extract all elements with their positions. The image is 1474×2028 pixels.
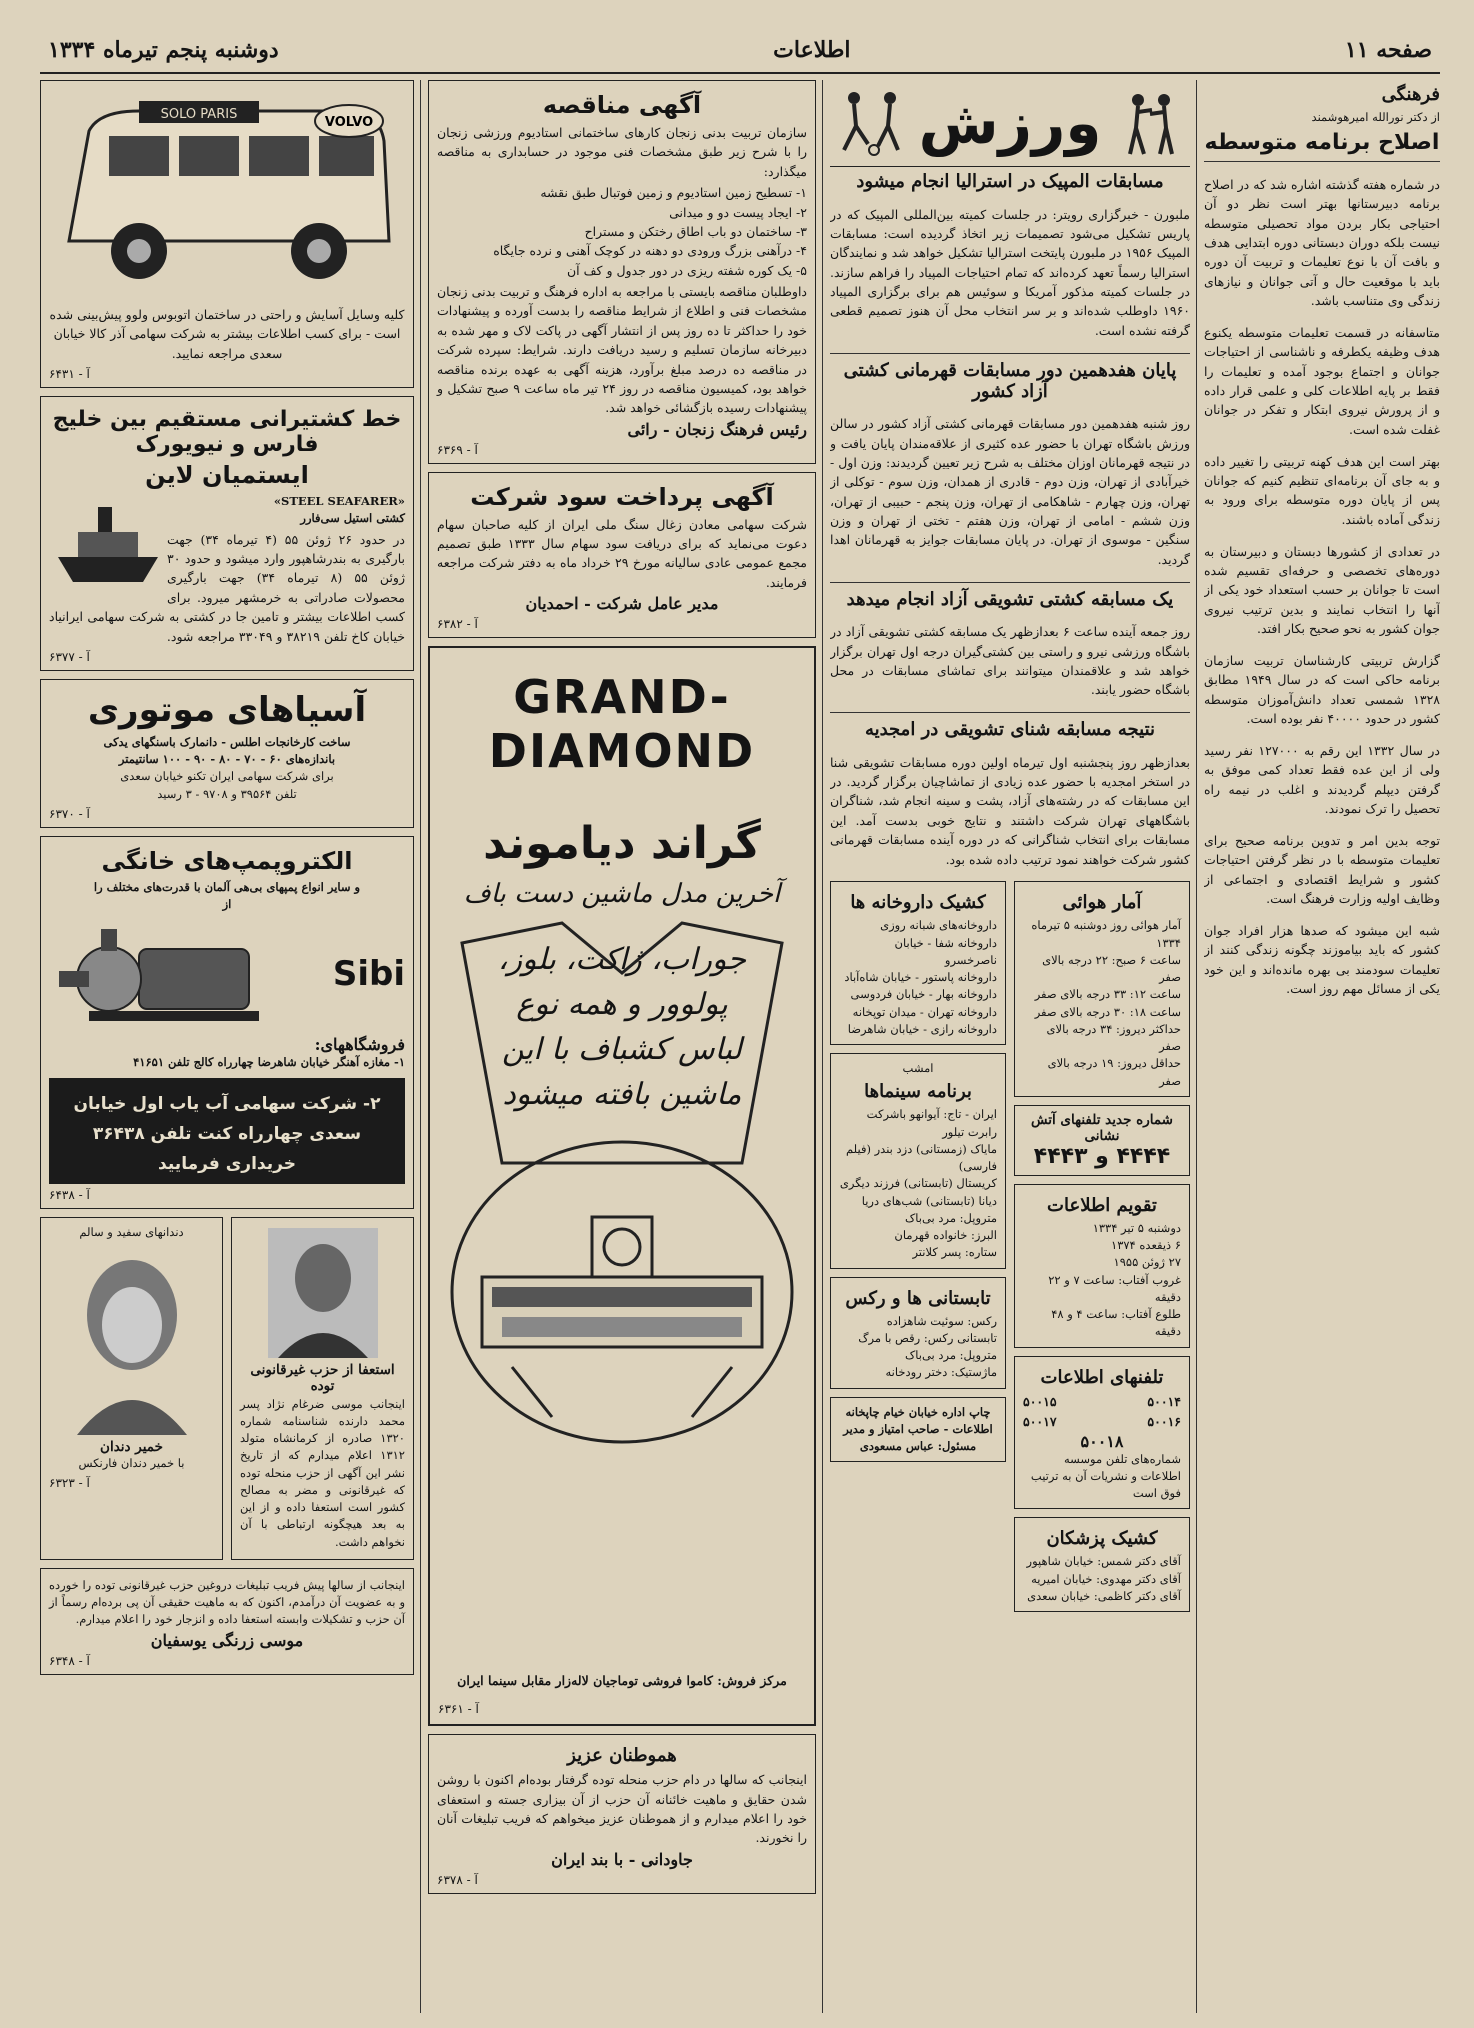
col4-bottom-body: اینجانب از سالها پیش فریب تبلیغات دروغین حزب غیرقانونی توده را خورده و به عضویت آن درآمدم، اکنون که به ماهیت حقیقی آن پی برده‌ام رسماً از آن حزب و تشکیلات وابسته استعفا داده و انزجار خود را اعلام میدارم. xyxy=(49,1577,405,1627)
theater-line: رکس: سوئیت شاهزاده xyxy=(886,1313,997,1328)
ship-icon xyxy=(53,497,163,587)
phones-box xyxy=(1014,1356,1190,1510)
listings-row xyxy=(830,881,1190,1620)
phone-number: ۵۰۰۱۷ xyxy=(1023,1413,1057,1429)
cinemas-box xyxy=(830,1053,1006,1269)
exhibition-body: روز جمعه آینده ساعت ۶ بعدازظهر یک مسابقه کشتی تشویقی آزاد در باشگاه ورزشی نیرو و راستی بین کشتی‌گیران درجه اول تهران برگزار خواهد شد و علاقمندان میتوانند برای تماشای مسابقات در محل باشگاه حضور یابند. xyxy=(830,624,1190,698)
cinema-line: متروپل: مرد بی‌باک xyxy=(904,1210,997,1225)
wrestling-body: روز شنبه هفدهمین دور مسابقات قهرمانی کشتی آزاد کشور در سالن ورزش باشگاه تهران با حضور عده کثیری از علاقه‌مندان پایان یافت و در نتیجه قهرمانان اوزان مختلف به شرح زیر تعیین گردیدند: وزن اول - خیرآبادی از تهران، وزن دوم - قادری از همدان، وزن سوم - توکلی از تهران، وزن چهارم - شاهکامی از تهران، وزن پنجم - حبیبی از تهران، وزن ششم - امامی از تهران، وزن هفتم - تختی از تهران و وزن سنگین - موسوی از تهران. در پایان مسابقات جوایز به قهرمانان اهدا گردید. xyxy=(830,416,1190,567)
resignation-body: اینجانب موسی ضرغام نژاد پسر محمد دارنده شناسنامه شماره ۱۳۲۰ صادره از کرمانشاه متولد ۱۳۱۲ اعلام میدارم که از تاریخ نشر این آگهی از حزب منحله توده که غیرقانونی و مضر به مصالح کشور است استعفا داده و از این به بعد هیچگونه ارتباطی با آن نخواهم داشت. xyxy=(240,1396,405,1549)
culture-paragraph: بهتر است این هدف کهنه تربیتی را تغییر داده و به جای آن برنامه‌ای تنظیم کنیم که جوانان پس از پایان دوره متوسطه برای ورود به زندگی آماده باشند. xyxy=(1204,453,1440,527)
pharmacy-line: داروخانه بهار - خیابان فردوسی xyxy=(850,987,997,1002)
bottom-notice-title: هموطنان عزیز xyxy=(567,1745,677,1767)
tender-item: ۱- تسطیح زمین استادیوم و زمین فوتبال طبق نقشه xyxy=(540,185,807,201)
cinemas-title: برنامه سینماها xyxy=(864,1081,972,1103)
mills-line: ساخت کارخانجات اطلس - دانمارک باسنگهای یدکی xyxy=(103,734,351,749)
doctors-title: کشیک پزشکان xyxy=(1046,1528,1158,1550)
calendar-title: تقویم اطلاعات xyxy=(1047,1194,1157,1216)
theater-box xyxy=(830,1277,1006,1389)
cinema-line: ستاره: پسر کلانتر xyxy=(912,1245,997,1260)
grand-diamond-code: آ - ۶۳۶۱ xyxy=(438,1702,479,1717)
pumps-shop: ۱- مغازه آهنگر خیابان شاهرضا چهارراه کالج تلفن ۴۱۶۵۱ xyxy=(133,1055,405,1070)
pharmacies-box xyxy=(830,881,1006,1045)
theater-line: ماژستیک: دختر رودخانه xyxy=(885,1365,997,1380)
culture-column xyxy=(1204,80,1440,2013)
cinema-line: البرز: خانواده قهرمان xyxy=(894,1228,997,1243)
phones-title: تلفنهای اطلاعات xyxy=(1040,1366,1164,1388)
pumps-line: از xyxy=(222,897,232,912)
tender-items xyxy=(437,183,807,280)
woman-portrait-icon xyxy=(57,1245,207,1435)
tender-code: آ - ۶۳۶۹ xyxy=(437,442,478,457)
culture-paragraph: متاسفانه در قسمت تعلیمات متوسطه یکنوع هدف وظیفه یکطرفه و ناشناسی از احتیاجات جوانان و اجتماع بوجود آمده و تعلیمات را فقط بر پایه اطلاعات کلی و علمی قرار داده و از پرورش نیروی ابتکار و تفکر در جوانان غفلت شده است. xyxy=(1204,324,1440,437)
culture-paragraph: توجه بدین امر و تدوین برنامه صحیح برای تعلیمات متوسطه با در نظر گرفتن احتیاجات کشور و شرایط اقتصادی و اجتماعی از وظایف اولیه وزارت فرهنگ است. xyxy=(1204,833,1440,907)
pumps-visual xyxy=(49,919,405,1029)
pharmacy-line: داروخانه رازی - خیابان شاهرضا xyxy=(847,1021,997,1036)
weather-box xyxy=(1014,881,1190,1097)
bottom-notice-signature: جاودانی - با بند ایران xyxy=(551,1849,693,1869)
weather-row: ساعت ۱۲: ۳۳ درجه بالای صفر xyxy=(1034,987,1181,1002)
culture-paragraph: در تعدادی از کشورها دبستان و دبیرستان به دوره‌های تخصصی و حرفه‌ای تقسیم شده است تا جوانان بر حسب استعداد خود یکی از آنها را انتخاب نمایند و بدین ترتیب نیروی جوان کشور به نحو صحیح بکار افتد. xyxy=(1204,543,1440,637)
weather-row: ساعت ۶ صبح: ۲۲ درجه بالای صفر xyxy=(1042,952,1181,985)
isthmian-code: آ - ۶۳۷۷ xyxy=(49,649,90,664)
doctor-line: آقای دکتر شمس: خیابان شاهپور xyxy=(1026,1554,1181,1569)
grand-diamond-script: جوراب، ژاکت، بلوز، پولوور و همه نوع لباس کشباف با این ماشین بافته میشود xyxy=(497,942,747,1113)
volvo-ad xyxy=(40,80,414,388)
bus-illustration-icon xyxy=(49,91,405,301)
pumps-shop: ۲- شرکت سهامی آب یاب اول خیابان سعدی چهارراه کنت تلفن ۳۶۴۳۸ خریداری فرمایید xyxy=(73,1093,381,1174)
mills-title: آسیاهای موتوری xyxy=(87,689,367,730)
pumps-ad xyxy=(40,836,414,1209)
culture-title: اصلاح برنامه متوسطه xyxy=(1204,130,1440,156)
volvo-badge-text: VOLVO xyxy=(324,115,374,130)
calendar-row: دوشنبه ۵ تیر ۱۳۳۴ xyxy=(1092,1220,1181,1235)
sports-logo xyxy=(830,80,1190,167)
exhibition-headline: یک مسابقه کشتی تشویقی آزاد انجام میدهد xyxy=(846,588,1174,610)
col4-bottom-notice xyxy=(40,1568,414,1675)
phones-note: شماره‌های تلفن موسسه اطلاعات و نشریات آن به ترتیب فوق است xyxy=(1030,1451,1181,1501)
dividend-signature: مدیر عامل شرکت - احمدیان xyxy=(525,594,719,614)
tender-item: ۳- ساختمان دو باب اطاق رختکن و مستراح xyxy=(584,223,807,239)
ads-left-column xyxy=(40,80,414,2013)
electric-pump-icon xyxy=(49,919,269,1029)
resignation-notice xyxy=(231,1217,414,1560)
olympics-headline: مسابقات المپیک در استرالیا انجام میشود xyxy=(856,171,1164,192)
mills-code: آ - ۶۳۷۰ xyxy=(49,806,90,821)
grand-diamond-footer: مرکز فروش: کاموا فروشی توماجیان لاله‌زار مقابل سینما ایران xyxy=(457,1672,787,1688)
newspaper-page xyxy=(40,28,1440,2013)
mills-line: باندازه‌های ۶۰ - ۷۰ - ۸۰ - ۹۰ - ۱۰۰ سانتیمتر xyxy=(118,752,336,767)
pumps-title: الکتروپمپ‌های خانگی xyxy=(101,846,353,875)
swimming-headline: نتیجه مسابقه شنای تشویقی در امجدیه xyxy=(864,719,1156,741)
tender-ad xyxy=(428,80,816,464)
phone-number: ۵۰۰۱۵ xyxy=(1023,1393,1057,1409)
theater-line: متروپل: مرد بی‌باک xyxy=(904,1348,997,1363)
grand-diamond-tagline: آخرین مدل ماشین دست باف xyxy=(463,879,781,910)
calendar-row: ۶ ذیقعده ۱۳۷۴ xyxy=(1111,1238,1181,1253)
cinema-line: ایران - تاج: آیوانهو باشرکت رابرت تیلور xyxy=(866,1107,997,1139)
masthead xyxy=(40,28,1440,74)
grand-diamond-brand-latin: GRAND-DIAMOND xyxy=(488,670,756,779)
doctor-line: آقای دکتر مهدوی: خیابان امیریه xyxy=(1031,1571,1181,1586)
dividend-ad xyxy=(428,472,816,639)
tender-signature: رئیس فرهنگ زنجان - رائی xyxy=(627,419,807,439)
swimming-body: بعدازظهر روز پنجشنبه اول تیرماه اولین دوره مسابقات تشویقی شنا در استخر امجدیه با حضور عده زیادی از تماشاچیان برگزار گردید. در این مسابقات که در رشته‌های آزاد، پشت و سینه انجام شد، شناگران باشگاههای تهران شرکت داشتند و نتایج خوبی بدست آمد. این مسابقات برای انتخاب شناگرانی که در دوره آینده مسابقات قهرمانی کشور شرکت خواهند نمود ترتیب داده شده بود. xyxy=(830,754,1190,867)
col4-bottom-signature: موسی زرنگی یوسفیان xyxy=(150,1630,304,1650)
issue-date: دوشنبه پنجم تیرماه ۱۳۳۴ xyxy=(48,37,279,63)
fire-phones-numbers: ۴۴۴۴ و ۴۴۴۳ xyxy=(1033,1143,1171,1169)
toothpaste-title: خمیر دندان xyxy=(100,1438,163,1455)
phone-number: ۵۰۰۱۴ xyxy=(1147,1393,1181,1409)
weather-row: حداکثر دیروز: ۳۴ درجه بالای صفر xyxy=(1046,1021,1181,1054)
listings-left xyxy=(830,881,1006,1620)
column-divider xyxy=(822,80,823,2013)
dividend-body: شرکت سهامی معادن زغال سنگ ملی ایران از کلیه صاحبان سهام دعوت می‌نماید که برای دریافت سود سهام سال ۱۳۳۳ طبق تصمیم مجمع عمومی عادی سالیانه مورخ ۲۹ خرداد ماه به دفتر شرکت مراجعه فرمایند. xyxy=(437,516,807,590)
culture-kicker: فرهنگی xyxy=(1381,84,1440,105)
culture-paragraph: در سال ۱۳۳۲ این رقم به ۱۲۷۰۰۰ نفر رسید ولی از این عده فقط تعداد کمی موفق به گرفتن دیپلم گردیدند و اغلب در نیمه راه تحصیل را ترک نمودند. xyxy=(1204,743,1440,817)
culture-paragraph: گزارش تربیتی کارشناسان تربیت سازمان برنامه حاکی است که در سال ۱۹۴۹ مطابق ۱۳۲۸ شمسی تعداد دانش‌آموزان متوسطه کشور در حدود ۴۰۰۰۰ نفر بوده است. xyxy=(1204,653,1440,727)
tender-item: ۴- درآهنی بزرگ ورودی دو دهنه در کوچک آهنی و نرده جایگاه xyxy=(493,243,807,259)
portrait-photo-icon xyxy=(268,1228,378,1358)
phones-row xyxy=(1023,1392,1181,1412)
tender-item: ۵- یک کوره شفته ریزی در دور جدول و کف آن xyxy=(566,262,807,278)
calendar-row: غروب آفتاب: ساعت ۷ و ۲۲ دقیقه xyxy=(1048,1272,1181,1304)
mills-ad xyxy=(40,679,414,828)
culture-paragraph: شبه این میشود که صدها هزار افراد جوان کشور که باید بیاموزند چگونه زندگی کنند از تعلیمات سودمند بی بهره مانده‌اند و این خود یکی از مسائل مهم روز است. xyxy=(1204,923,1440,997)
printer-note: چاپ اداره خیابان خیام چاپخانه اطلاعات - صاحب امتیاز و مدیر مسئول: عباس مسعودی xyxy=(843,1404,993,1454)
pharmacy-line: داروخانه تهران - میدان توپخانه xyxy=(852,1004,997,1019)
sports-column xyxy=(830,80,1190,2013)
pumps-line: و سایر انواع پمپهای بی‌هی آلمان با قدرت‌های مختلف را xyxy=(93,879,361,894)
pharmacy-line: داروخانه‌های شبانه روزی xyxy=(880,918,997,933)
printer-box xyxy=(830,1397,1006,1463)
pharmacies-title: کشیک داروخانه ها xyxy=(850,892,986,914)
col4-bottom-code: آ - ۶۳۴۸ xyxy=(49,1653,90,1668)
bottom-notice-body: اینجانب که سالها در دام حزب منحله توده گرفتار بوده‌ام اکنون با روشن شدن حقایق و ماهیت خائنانه آن حزب از آن بیزاری جسته و استعفای خود را اعلام میدارم و از هموطنان عزیز میخواهم که فریب تبلیغات آنان را نخورند. xyxy=(437,1772,807,1846)
bus-sign-text: SOLO PARIS xyxy=(160,107,238,122)
phones-row xyxy=(1023,1412,1181,1432)
culture-paragraph: در شماره هفته گذشته اشاره شد که در اصلاح برنامه دبیرستانها بهتر است نظر دو آن احتیاجی بکار بردن مواد تحصیلی متوسطه نیست بلکه دوران دبستانی دوره ابتدایی هدف و بافت آن با نوع تعلیمات و تربیت آن دوره باید با موقعیت حال و آتی جوانان و نیازهای زندگی وی متناسب باشد. xyxy=(1204,176,1440,308)
isthmian-line-name: ایستمیان لاین xyxy=(145,461,309,490)
weather-title: آمار هوائی xyxy=(1062,892,1142,914)
calendar-row: طلوع آفتاب: ساعت ۴ و ۴۸ دقیقه xyxy=(1051,1307,1181,1339)
toothpaste-code: آ - ۶۳۲۳ xyxy=(49,1476,90,1491)
column-divider xyxy=(1196,80,1197,2013)
volvo-code: آ - ۶۴۳۱ xyxy=(49,367,90,382)
paper-title: اطلاعات xyxy=(773,37,851,63)
footballers-icon xyxy=(834,88,914,158)
boxers-icon xyxy=(1116,88,1186,158)
pharmacy-line: داروخانه شفا - خیابان ناصرخسرو xyxy=(894,935,997,967)
dividend-title: آگهی پرداخت سود شرکت xyxy=(470,482,774,511)
cinema-line: دیانا (تابستانی) شب‌های دریا xyxy=(861,1193,997,1208)
bottom-notice-code: آ - ۶۳۷۸ xyxy=(437,1872,478,1887)
isthmian-title: خط کشتیرانی مستقیم بین خلیج فارس و نیویورک xyxy=(52,407,402,458)
mills-line: تلفن ۳۹۵۶۴ و ۹۷۰۸ - ۳ رسید xyxy=(157,786,297,801)
tender-title: آگهی مناقصه xyxy=(542,91,702,119)
tender-body: داوطلبان مناقصه بایستی با مراجعه به اداره فرهنگ و تربیت بدنی زنجان مشخصات فنی و اطلاع از شرایط مناقصه را بدست آورده و پیشنهادات خود را حداکثر تا ده روز پس از انتشار آگهی در پاکت لاک و مهر شده به دبیرخانه سازمان تسلیم و رسید دریافت دارند. شرایط: سپرده شرکت در مناقصه ده درصد مبلغ برآورد، هزینه آگهی به عهده برنده مناقصه خواهد بود، کمیسیون مناقصه در روز ۲۴ تیر ماه ساعت ۹ صبح تشکیل و پیشنهادات رسیده بازگشائی خواهد شد. xyxy=(437,284,807,416)
calendar-row: ۲۷ ژوئن ۱۹۵۵ xyxy=(1113,1255,1181,1270)
listings-right xyxy=(1014,881,1190,1620)
mills-line: برای شرکت سهامی ایران تکنو خیابان سعدی xyxy=(120,769,334,784)
pumps-shops-title: فروشگاههای: xyxy=(314,1035,405,1055)
doctors-box xyxy=(1014,1517,1190,1612)
resignation-title: استعفا از حزب غیرقانونی توده xyxy=(250,1361,395,1394)
fire-phones-title: شماره جدید تلفنهای آتش نشانی xyxy=(1031,1111,1173,1144)
toothpaste-ad xyxy=(40,1217,223,1560)
cinemas-kicker: امشب xyxy=(902,1061,934,1076)
pumps-shop-banner xyxy=(49,1078,405,1184)
isthmian-ad xyxy=(40,396,414,671)
doctor-line: آقای دکتر کاظمی: خیابان سعدی xyxy=(1027,1588,1181,1603)
toothpaste-line: دندانهای سفید و سالم xyxy=(79,1224,184,1239)
sports-title: ورزش xyxy=(918,89,1102,157)
weather-row: ساعت ۱۸: ۳۰ درجه بالای صفر xyxy=(1034,1004,1181,1019)
theater-line: تابستانی رکس: رقص با مرگ xyxy=(858,1330,997,1345)
page-number: صفحه ۱۱ xyxy=(1344,37,1432,63)
phone-number: ۵۰۰۱۸ xyxy=(1080,1431,1124,1451)
cinema-line: مایاک (زمستانی) دزد بندر (فیلم فارسی) xyxy=(846,1141,997,1174)
culture-author: از دکتر نورالله امیرهوشمند xyxy=(1311,110,1440,124)
pumps-code: آ - ۶۴۳۸ xyxy=(49,1187,90,1202)
bottom-ads-row xyxy=(40,1217,414,1568)
column-divider xyxy=(420,80,421,2013)
tender-item: ۲- ایجاد پیست دو و میدانی xyxy=(669,204,807,220)
isthmian-ship-latin: «STEEL SEAFARER» xyxy=(273,494,405,509)
olympics-body: ملبورن - خبرگزاری رویتر: در جلسات کمیته بین‌المللی المپیک که در پاریس تشکیل می‌شود تصمیمات زیر اتخاذ گردیده است: مسابقات المپیک ۱۹۵۶ در ملبورن پایتخت استرالیا تشکیل خواهد شد و نمایندگان استرالیا رسماً تعهد کرده‌اند که تمام احتیاجات المپیاد را فراهم سازند. در جلسات کمیته مذکور آمریکا و سوئیس هم برای برگزاری المپیاد ۱۹۶۰ داوطلب شده‌اند و بر سر انتخاب محل آن هنوز تصمیم قطعی گرفته نشده است. xyxy=(830,206,1190,338)
isthmian-body: در حدود ۲۶ ژوئن ۵۵ (۴ تیرماه ۳۴) جهت بارگیری به بندرشاهپور وارد میشود و حدود ۳۰ ژوئن ۵۵ (۸ تیرماه ۳۴) جهت بارگیری محصولات صادراتی به خرمشهر میرود. برای کسب اطلاعات بیشتر و تامین جا در کشتی به شرکت سهامی ایرانیاد خیابان کاخ تلفن ۳۸۲۱۹ و ۳۳۰۴۹ مراجعه شود. xyxy=(49,531,405,644)
bottom-notice xyxy=(428,1734,816,1894)
weather-intro: آمار هوائی روز دوشنبه ۵ تیرماه ۱۳۳۴ xyxy=(1031,918,1181,950)
phone-number: ۵۰۰۱۶ xyxy=(1147,1413,1181,1429)
dividend-code: آ - ۶۳۸۲ xyxy=(437,617,478,632)
ads-center-column xyxy=(428,80,816,2013)
theater-title: تابستانی ها و رکس xyxy=(845,1287,991,1309)
tender-intro: سازمان تربیت بدنی زنجان کارهای ساختمانی استادیوم ورزشی زنجان را با شرح زیر طبق مشخصات فنی موجود در حسابداری به مناقصه میگذارد: xyxy=(437,125,807,179)
grand-diamond-ad xyxy=(428,646,816,1726)
volvo-body: کلیه وسایل آسایش و راحتی در ساختمان اتوبوس ولوو پیش‌بینی شده است - برای کسب اطلاعات بیشتر به شرکت سهامی آذر کالا خیابان سعدی مراجعه نمایید. xyxy=(49,307,405,361)
isthmian-ship-fa: کشتی استیل سی‌فارر xyxy=(300,511,405,526)
calendar-box xyxy=(1014,1184,1190,1348)
cinema-line: کریستال (تابستانی) فرزند دیگری xyxy=(839,1176,997,1191)
fire-phones-box xyxy=(1014,1105,1190,1176)
wrestling-headline: پایان هفدهمین دور مسابقات قهرمانی کشتی آزاد کشور xyxy=(843,359,1177,402)
pumps-brand: Sibi xyxy=(332,954,405,995)
knitting-machine-icon xyxy=(442,1127,802,1457)
pharmacy-line: داروخانه پاستور - خیابان شاه‌آباد xyxy=(844,970,997,985)
weather-row: حداقل دیروز: ۱۹ درجه بالای صفر xyxy=(1047,1056,1181,1088)
grand-diamond-brand-fa: گراند دیاموند xyxy=(483,818,761,870)
toothpaste-line: با خمیر دندان فارنکس xyxy=(78,1455,185,1470)
